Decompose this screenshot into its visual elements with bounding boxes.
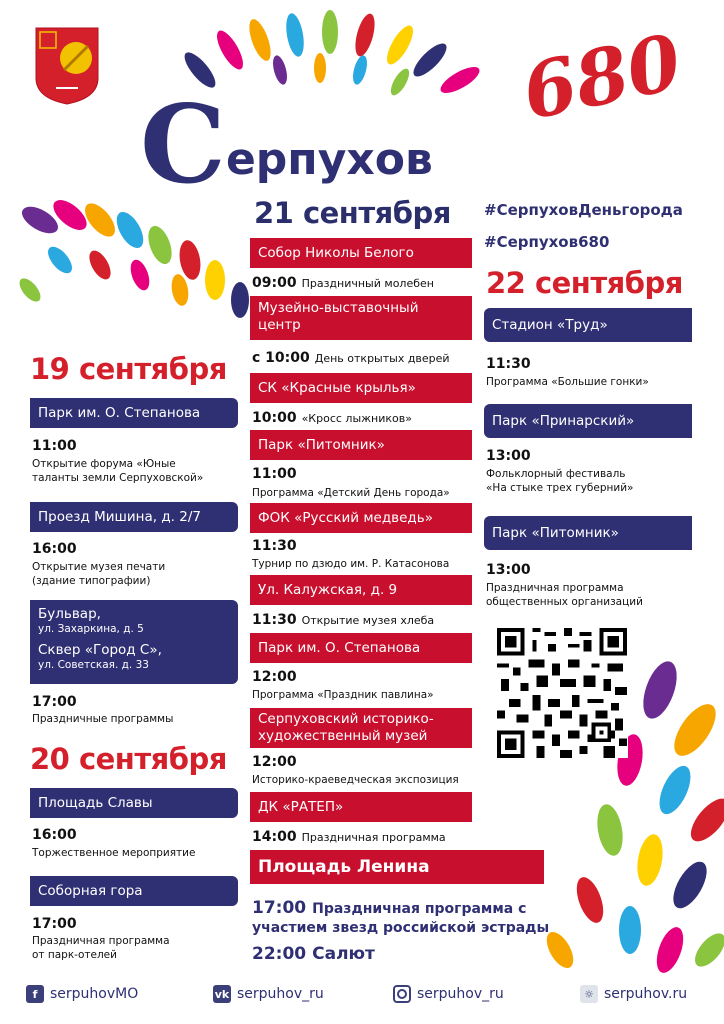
venue-kaluzhskaya: Ул. Калужская, д. 9 <box>250 575 472 605</box>
event-desc: таланты земли Серпуховской» <box>32 472 204 484</box>
venue-boulevard-square <box>30 600 238 684</box>
day-21-title: 21 сентября <box>254 196 451 230</box>
event-desc: Праздничная программа <box>301 831 446 844</box>
city-title-rest: ерпухов <box>225 134 433 185</box>
city-title <box>140 82 433 208</box>
venue-museum-line2: центр <box>258 317 301 333</box>
event-desc: Программа «Детский День города» <box>252 487 450 499</box>
venue-square-address: ул. Советская. д. 33 <box>38 659 149 671</box>
venue-history-museum-line2: художественный музей <box>258 728 428 744</box>
event-line <box>252 410 412 426</box>
event-desc: Праздничный молебен <box>301 277 434 290</box>
venue-park-pitomnik-22: Парк «Питомник» <box>484 516 692 550</box>
finale-line1 <box>252 898 526 918</box>
event-time: 11:30 <box>486 356 531 372</box>
finale-time2: 22:00 <box>252 944 307 964</box>
event-desc: Праздничная программа <box>32 935 170 947</box>
footer-facebook-link[interactable] <box>26 985 138 1003</box>
finale-desc2: Салют <box>312 944 375 964</box>
event-time: 13:00 <box>486 448 531 464</box>
venue-museum-exhibition-center <box>250 296 472 340</box>
city-emblem-icon: ☼ <box>580 985 598 1003</box>
venue-fok-russkiy-medved: ФОК «Русский медведь» <box>250 503 472 533</box>
venue-stadion-trud: Стадион «Труд» <box>484 308 692 342</box>
venue-ploshchad-slavy: Площадь Славы <box>30 788 238 818</box>
footer-vk-label: serpuhov_ru <box>237 986 324 1002</box>
venue-park-stepanova-21: Парк им. О. Степанова <box>250 633 472 663</box>
event-desc: Торжественное мероприятие <box>32 847 196 859</box>
hashtag-serpukhov680: #Серпухов680 <box>484 233 610 251</box>
coat-of-arms-logo <box>34 26 100 106</box>
event-time: 11:30 <box>252 538 297 554</box>
venue-park-stepanova-19: Парк им. О. Степанова <box>30 398 238 428</box>
event-desc: «На стыке трех губерний» <box>486 482 634 494</box>
venue-park-pitomnik-21: Парк «Питомник» <box>250 430 472 460</box>
day-22-title: 22 сентября <box>486 266 683 300</box>
venue-history-art-museum <box>250 708 472 748</box>
footer-instagram-link[interactable] <box>393 985 504 1003</box>
event-time: 16:00 <box>32 541 77 557</box>
instagram-icon <box>393 985 411 1003</box>
event-time: 11:00 <box>32 438 77 454</box>
event-desc: Открытие музея хлеба <box>301 614 435 627</box>
event-desc: Фольклорный фестиваль <box>486 468 626 480</box>
event-time: 17:00 <box>32 694 77 710</box>
event-line <box>252 275 434 291</box>
event-time: 17:00 <box>32 916 77 932</box>
day-19-title: 19 сентября <box>30 352 227 386</box>
event-desc: Открытие форума «Юные <box>32 458 176 470</box>
event-desc: Праздничные программы <box>32 713 174 725</box>
event-time: с 10:00 <box>252 350 310 366</box>
event-desc: от парк-отелей <box>32 949 117 961</box>
event-desc: Открытие музея печати <box>32 561 166 573</box>
venue-sobornaya-gora: Соборная гора <box>30 876 238 906</box>
finale-desc1a: Праздничная программа с <box>312 901 527 917</box>
event-time: 12:00 <box>252 669 297 685</box>
event-time: 11:00 <box>252 466 297 482</box>
event-desc: Историко-краеведческая экспозиция <box>252 774 459 786</box>
event-desc: общественных организаций <box>486 596 643 608</box>
event-time: 11:30 <box>252 612 297 628</box>
event-desc: Турнир по дзюдо им. Р. Катасонова <box>252 558 450 570</box>
venue-dk-ratep: ДК «РАТЕП» <box>250 792 472 822</box>
event-desc: «Кросс лыжников» <box>301 412 412 425</box>
venue-mishina: Проезд Мишина, д. 2/7 <box>30 502 238 532</box>
hashtag-city-day: #СерпуховДеньгорода <box>484 201 683 219</box>
event-line <box>252 612 434 628</box>
event-time: 12:00 <box>252 754 297 770</box>
event-time: 13:00 <box>486 562 531 578</box>
footer-site-link[interactable] <box>580 985 687 1003</box>
venue-boulevard-address: ул. Захаркина, д. 5 <box>38 623 144 635</box>
qr-code[interactable] <box>496 628 628 758</box>
day-20-title: 20 сентября <box>30 742 227 776</box>
anniversary-number: 680 <box>515 17 689 138</box>
venue-square-gorod-s: Сквер «Город С», <box>38 642 162 658</box>
footer-facebook-label: serpuhovMO <box>50 986 139 1002</box>
event-line <box>252 829 446 845</box>
finale-time1: 17:00 <box>252 898 307 918</box>
venue-boulevard: Бульвар, <box>38 606 101 622</box>
footer-site-label: serpuhov.ru <box>604 986 688 1002</box>
event-time: 14:00 <box>252 829 297 845</box>
venue-krasnye-krylya: СК «Красные крылья» <box>250 373 472 403</box>
venue-sobor-nikoly: Собор Николы Белого <box>250 238 472 268</box>
venue-history-museum-line1: Серпуховский историко- <box>258 711 434 727</box>
finale-line2 <box>252 944 375 964</box>
event-desc: Программа «Праздник павлина» <box>252 689 434 701</box>
venue-museum-line1: Музейно-выставочный <box>258 300 419 316</box>
vk-icon: vk <box>213 985 231 1003</box>
event-desc: Праздничная программа <box>486 582 624 594</box>
venue-ploshchad-lenina: Площадь Ленина <box>250 850 544 884</box>
footer-vk-link[interactable] <box>213 985 324 1003</box>
venue-park-prinarskiy: Парк «Принарский» <box>484 404 692 438</box>
event-time: 09:00 <box>252 275 297 291</box>
event-time: 10:00 <box>252 410 297 426</box>
city-title-initial: С <box>140 82 226 208</box>
event-desc: Программа «Большие гонки» <box>486 376 649 388</box>
footer-instagram-label: serpuhov_ru <box>417 986 504 1002</box>
event-line <box>252 350 450 366</box>
finale-desc1b: участием звезд российской эстрады <box>252 920 550 936</box>
event-desc: День открытых дверей <box>314 352 450 365</box>
event-time: 16:00 <box>32 827 77 843</box>
facebook-icon: f <box>26 985 44 1003</box>
event-desc: (здание типографии) <box>32 575 151 587</box>
